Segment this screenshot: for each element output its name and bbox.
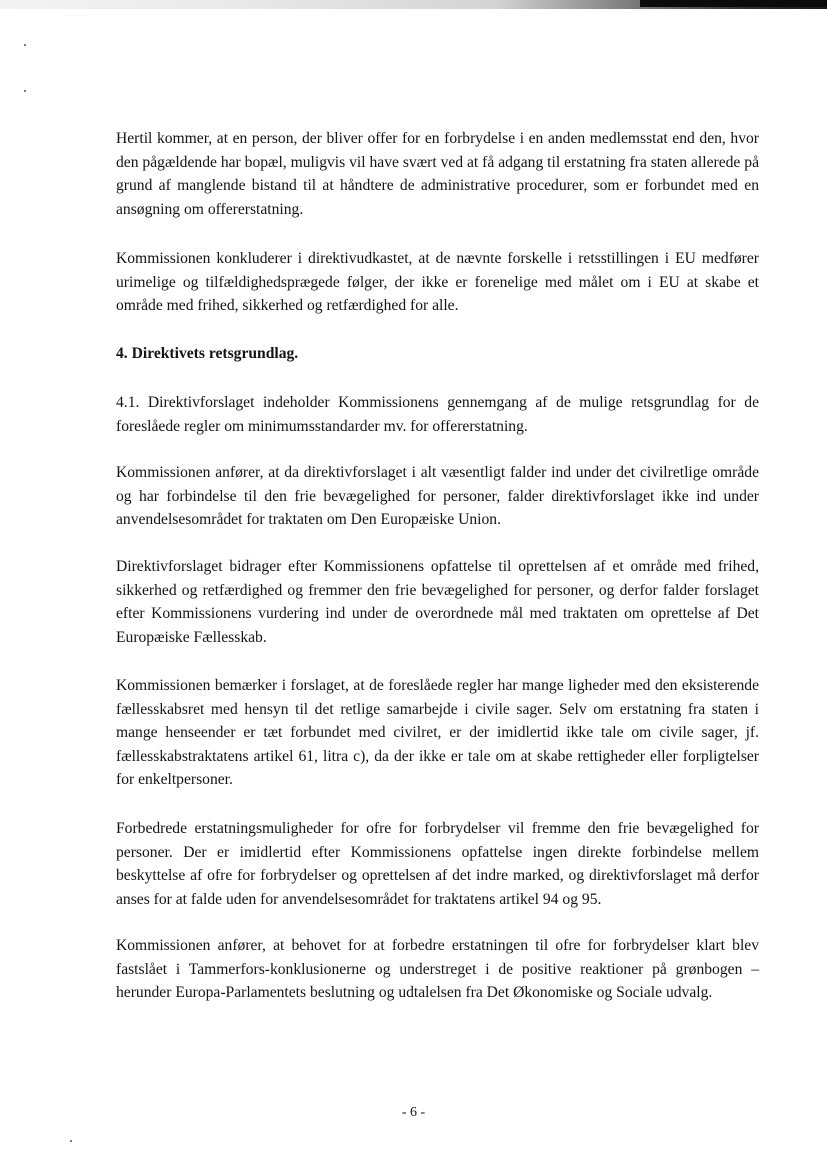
paragraph: Forbedrede erstatningsmuligheder for ofre for forbrydelser vil fremme den frie bevægelighed for personer. Der er imidlertid efter Kommissionens opfattelse ingen direkte forbindelse mellem beskyttelse af ofre for forbrydelser og oprettelsen af det indre marked, og direktivforslaget må derfor anses for at falde uden for anvendelsesområdet for traktatens artikel 94 og 95.	[116, 820, 759, 908]
scan-speck	[24, 90, 26, 92]
paragraph: Hertil kommer, at en person, der bliver offer for en forbrydelse i en anden medlemsstat end den, hvor den pågældende har bopæl, muligvis vil have svært ved at få adgang til erstatning fra staten allerede på grund af manglende bistand til at håndtere de administrative procedurer, som er forbundet med en ansøgning om offererstatning.	[116, 130, 759, 218]
page-number: - 6 -	[401, 1105, 426, 1120]
paragraph: 4.1. Direktivforslaget indeholder Kommissionens gennemgang af de mulige retsgrundlag for de foreslåede regler om minimumsstandarder mv. for offererstatning.	[116, 394, 759, 435]
scan-speck	[70, 1140, 72, 1142]
section-heading: 4. Direktivets retsgrundlag.	[116, 345, 299, 362]
paragraph: Kommissionen anfører, at behovet for at forbedre erstatningen til ofre for forbrydelser klart blev fastslået i Tammerfors-konklusionerne og understreget i de positive reaktioner på grønbogen – herunder Europa-Parlamentets beslutning og udtalelsen fra Det Økonomiske og Sociale udvalg.	[116, 937, 759, 1002]
scan-edge-dark-strip	[640, 0, 827, 7]
paragraph: Kommissionen bemærker i forslaget, at de foreslåede regler har mange ligheder med den eksisterende fællesskabsret med hensyn til det retlige samarbejde i civile sager. Selv om erstatning fra staten i mange henseender er tæt forbundet med civilret, er der imidlertid ikke tale om civile sager, jf. fællesskabstraktatens artikel 61, litra c), da der ikke er tale om at skabe rettigheder eller forpligtelser for enkeltpersoner.	[116, 677, 759, 789]
paragraph: Kommissionen anfører, at da direktivforslaget i alt væsentligt falder ind under det civilretlige område og har forbindelse til den frie bevægelighed for personer, falder direktivforslaget ikke ind under anvendelsesområdet for traktaten om Den Europæiske Union.	[116, 464, 759, 529]
paragraph: Direktivforslaget bidrager efter Kommissionens opfattelse til oprettelsen af et område med frihed, sikkerhed og retfærdighed og fremmer den frie bevægelighed for personer, og derfor falder forslaget efter Kommissionens vurdering ind under de overordnede mål med traktaten om oprettelse af Det Europæiske Fællesskab.	[116, 558, 759, 646]
paragraph: Kommissionen konkluderer i direktivudkastet, at de nævnte forskelle i retsstillingen i EU medfører urimelige og tilfældighedsprægede følger, der ikke er forenelige med målet om i EU at skabe et område med frihed, sikkerhed og retfærdighed for alle.	[116, 250, 759, 315]
scan-speck	[24, 44, 26, 46]
